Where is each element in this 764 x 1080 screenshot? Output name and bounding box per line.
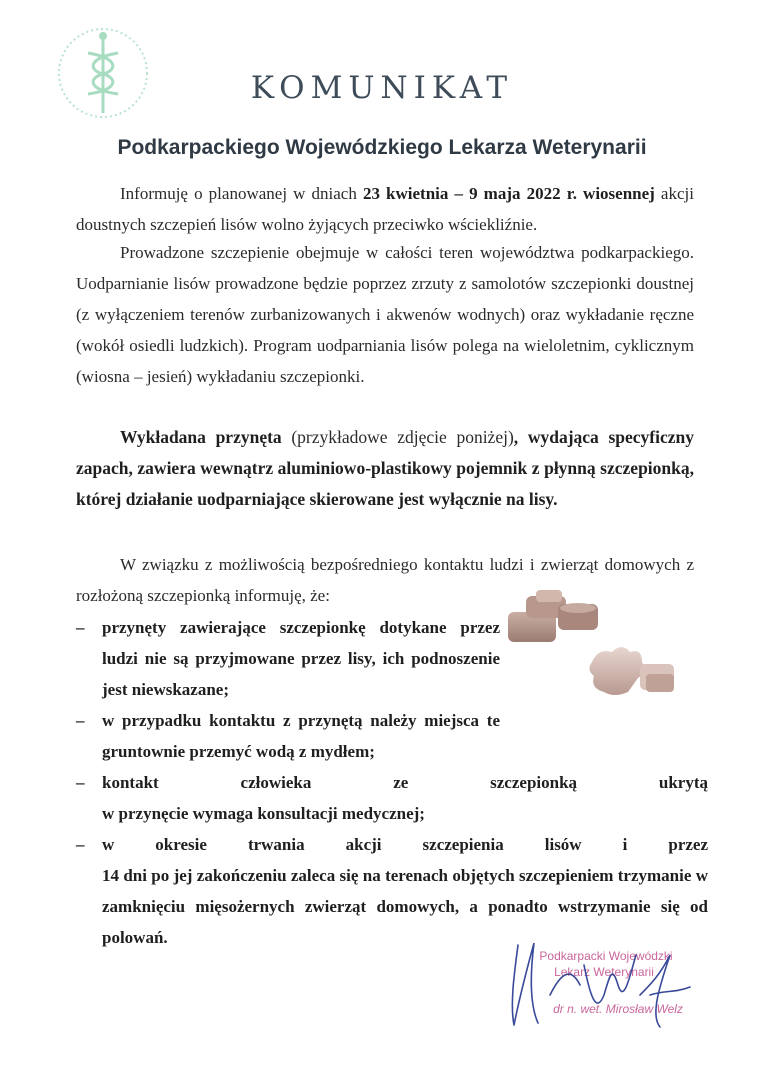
list-item-first-line <box>102 767 708 798</box>
paragraph-scope: Prowadzone szczepienie obejmuje w całości teren województwa podkarpackiego. Uodparnianie lisów prowadzone będzie poprzez zrzuty z samolotów szczepionki doustnej (z wyłączeniem terenów zurbanizowanych i akwenów wodnych) oraz wykładanie ręczne (wokół osiedli ludzkich). Program uodparniania lisów polega na wieloletnim, cyklicznym (wiosna – jesień) wykładaniu szczepionki. <box>76 243 694 386</box>
stamp-office-line: Podkarpacki Wojewódzki <box>539 949 673 963</box>
paragraph-contact: W związku z możliwością bezpośredniego kontaktu ludzi i zwierząt domowych z rozłożoną szczepionką informuję, że: <box>76 555 694 605</box>
list-item-text: przynęty zawierające szczepionkę dotykane przez ludzi nie są przyjmowane przez lisy, ich podnoszenie jest niewskazane; <box>102 618 500 699</box>
list-dash: – <box>76 773 85 792</box>
paragraph-dates <box>76 178 694 240</box>
list-item-continuation: w przynęcie wymaga konsultacji medycznej; <box>102 804 425 823</box>
bait-label: Wykładana przynęta <box>120 427 282 447</box>
list-item-continuation: 14 dni po jej zakończeniu zaleca się na terenach objętych szczepieniem trzymanie w zamknięciu mięsożernych zwierząt domowych, a ponadto wstrzymanie się od polowań. <box>102 866 708 947</box>
bait-photo-note: (przykładowe zdjęcie poniżej) <box>281 427 514 447</box>
list-item-text <box>102 767 708 829</box>
campaign-dates: 23 kwietnia – 9 maja 2022 r. wiosennej <box>362 184 655 203</box>
paragraph-dates-rest: akcji doustnych szczepień lisów wolno żyjących przeciwko wściekliźnie. <box>76 184 694 234</box>
word: człowieka <box>240 773 312 792</box>
bait-description: , wydająca specyficzny zapach, zawiera wewnątrz aluminiowo-plastikowy pojemnik z płynną szczepionką, której działanie uodparniające skierowane jest wyłącznie na lisy. <box>76 427 694 509</box>
list-item <box>76 705 500 767</box>
word: przez <box>668 835 708 854</box>
paragraph-bait <box>76 422 694 515</box>
word: ze <box>393 773 409 792</box>
document-subtitle: Podkarpackiego Wojewódzkiego Lekarza Weterynarii <box>117 136 647 159</box>
word: lisów <box>544 835 582 854</box>
handwritten-signature <box>500 935 700 1040</box>
list-item-text: w przypadku kontaktu z przynętą należy miejsca te gruntownie przemyć wodą z mydłem; <box>102 711 500 761</box>
list-item <box>76 612 500 705</box>
word: kontakt <box>102 773 159 792</box>
word: w <box>102 835 115 854</box>
stamp-title-line: Lekarz Weterynarii <box>554 965 654 979</box>
word: ukrytą <box>658 773 708 792</box>
word: szczepienia <box>422 835 504 854</box>
list-dash: – <box>76 618 85 637</box>
word: szczepionką <box>490 773 578 792</box>
official-stamp <box>500 935 700 1040</box>
list-dash: – <box>76 835 85 854</box>
stamp-name-line: dr n. wet. Mirosław Welz <box>553 1002 683 1016</box>
word: okresie <box>155 835 207 854</box>
list-item-first-line <box>102 829 708 860</box>
paragraph-dates-intro: Informuję o planowanej w dniach <box>120 184 363 203</box>
bait-photo <box>500 578 700 708</box>
list-item <box>76 767 708 829</box>
list-dash: – <box>76 711 85 730</box>
word: akcji <box>345 835 382 854</box>
document-title: KOMUNIKAT <box>250 70 514 106</box>
word: i <box>622 835 628 854</box>
word: trwania <box>247 835 305 854</box>
